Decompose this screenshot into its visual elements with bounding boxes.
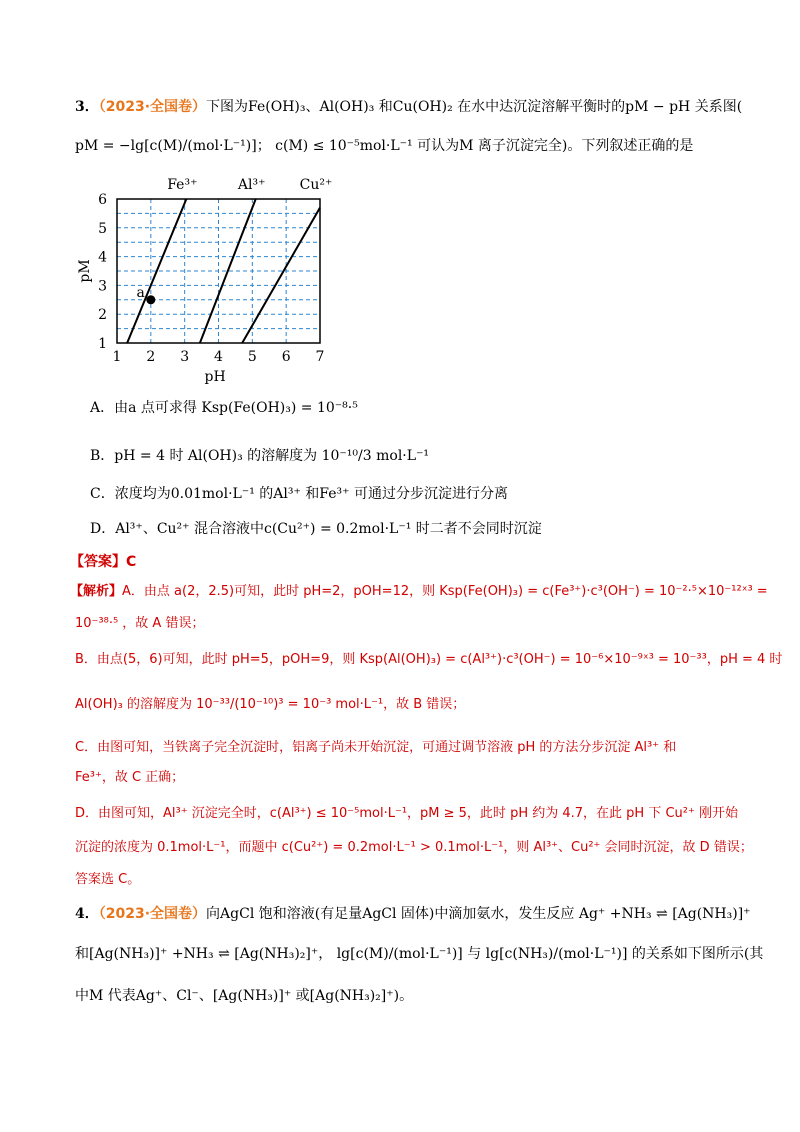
analysis-line-8: 沉淀的浓度为 0.1mol·L⁻¹，而题中 c(Cu²⁺) = 0.2mol·L⁻¹ > 0.1mol·L⁻¹，则 Al³⁺、Cu²⁺ 会同时沉淀，故 D 错误； <box>75 840 753 855</box>
question-4-line-2: 和[Ag(NH₃)]⁺ +NH₃ ⇌ [Ag(NH₃)₂]⁺， lg[c(M)/(mol·L⁻¹)] 与 lg[c(NH₃)/(mol·L⁻¹)] 的关系如下图所示(其 <box>75 946 764 962</box>
question-4-line-3: 中M 代表Ag⁺、Cl⁻、[Ag(NH₃)]⁺ 或[Ag(NH₃)₂]⁺)。 <box>75 988 414 1004</box>
question-text: pM = −lg[c(M)/(mol·L⁻¹)]； c(M) ≤ 10⁻⁵mol·L⁻¹ 可认为M 离子沉淀完全)。下列叙述正确的是 <box>75 138 694 154</box>
question-source: （2023·全国卷） <box>98 906 207 922</box>
analysis-line-1 <box>70 582 768 602</box>
analysis-line-6: Fe³⁺，故 C 正确； <box>75 770 185 785</box>
answer-value: C <box>126 554 137 570</box>
series-label: Al³⁺ <box>237 177 266 193</box>
answer-label: 【答案】 <box>70 554 126 570</box>
chart-series <box>127 177 332 343</box>
x-tick-label: 6 <box>281 349 291 365</box>
x-tick-label: 4 <box>214 349 223 365</box>
option-d: D．Al³⁺、Cu²⁺ 混合溶液中c(Cu²⁺) = 0.2mol·L⁻¹ 时二者不会同时沉淀 <box>90 521 542 537</box>
x-tick-label: 1 <box>112 349 122 365</box>
answer-line <box>70 552 136 572</box>
analysis-line-3: B．由点(5，6)可知，此时 pH=5，pOH=9，则 Ksp(Al(OH)₃) = c(Al³⁺)·c³(OH⁻) = 10⁻⁶×10⁻⁹ˣ³ = 10⁻³³，pH = 4 时 <box>75 652 783 667</box>
question-text: 下图为Fe(OH)₃、Al(OH)₃ 和Cu(OH)₂ 在水中达沉淀溶解平衡时的pM − pH 关系图( <box>206 99 743 115</box>
x-tick-label: 3 <box>180 349 190 365</box>
x-tick-label: 2 <box>146 349 156 365</box>
y-tick-label: 5 <box>98 220 107 237</box>
y-tick-label: 1 <box>98 336 107 352</box>
chart-grid <box>117 199 320 343</box>
analysis-text: A．由点 a(2，2.5)可知，此时 pH=2，pOH=12，则 Ksp(Fe(OH)₃) = c(Fe³⁺)·c³(OH⁻) = 10⁻²·⁵×10⁻¹²ˣ³ = <box>122 584 768 599</box>
y-tick-label: 4 <box>98 249 107 266</box>
y-tick-label: 3 <box>98 278 107 295</box>
x-axis-label: pH <box>204 369 226 385</box>
question-3-line-2 <box>75 136 693 156</box>
series-line <box>127 199 186 343</box>
question-text: 向AgCl 饱和溶液(有足量AgCl 固体)中滴加氨水，发生反应 Ag⁺ +NH₃ ⇌ [Ag(NH₃)]⁺ <box>206 906 751 922</box>
option-c: C．浓度均为0.01mol·L⁻¹ 的Al³⁺ 和Fe³⁺ 可通过分步沉淀进行分离 <box>90 486 508 502</box>
x-tick-label: 5 <box>247 349 257 365</box>
y-tick-labels <box>98 192 107 352</box>
question-4-line-1 <box>75 904 751 924</box>
y-tick-label: 6 <box>98 192 107 208</box>
analysis-line-5: C．由图可知，当铁离子完全沉淀时，铝离子尚未开始沉淀，可通过调节溶液 pH 的方法分步沉淀 Al³⁺ 和 <box>75 740 677 755</box>
analysis-line-2: 10⁻³⁸·⁵ ，故 A 错误； <box>75 616 205 631</box>
series-label: Fe³⁺ <box>167 177 198 193</box>
pm-ph-chart <box>65 170 355 390</box>
analysis-line-9: 答案选 C。 <box>75 872 141 887</box>
option-b: B．pH = 4 时 Al(OH)₃ 的溶解度为 10⁻¹⁰/3 mol·L⁻¹ <box>90 448 430 464</box>
analysis-line-4: Al(OH)₃ 的溶解度为 10⁻³³/(10⁻¹⁰)³ = 10⁻³ mol·L⁻¹，故 B 错误； <box>75 697 466 712</box>
y-tick-label: 2 <box>98 307 107 324</box>
question-3-line-1 <box>75 97 742 117</box>
analysis-line-7: D．由图可知，Al³⁺ 沉淀完全时，c(Al³⁺) ≤ 10⁻⁵mol·L⁻¹，pM ≥ 5，此时 pH 约为 4.7，在此 pH 下 Cu²⁺ 刚开始 <box>75 806 738 821</box>
question-number: 4． <box>75 906 99 922</box>
analysis-label: 【解析】 <box>70 584 123 599</box>
question-number: 3． <box>75 99 99 115</box>
point-a-marker <box>146 295 155 304</box>
x-tick-labels <box>113 349 325 365</box>
y-axis-label: pM <box>77 259 93 283</box>
x-tick-label: 7 <box>315 349 325 365</box>
option-a: A．由a 点可求得 Ksp(Fe(OH)₃) = 10⁻⁸·⁵ <box>90 400 358 416</box>
point-a-label: a <box>136 284 145 301</box>
series-label: Cu²⁺ <box>299 177 333 193</box>
question-source: （2023·全国卷） <box>98 99 207 115</box>
